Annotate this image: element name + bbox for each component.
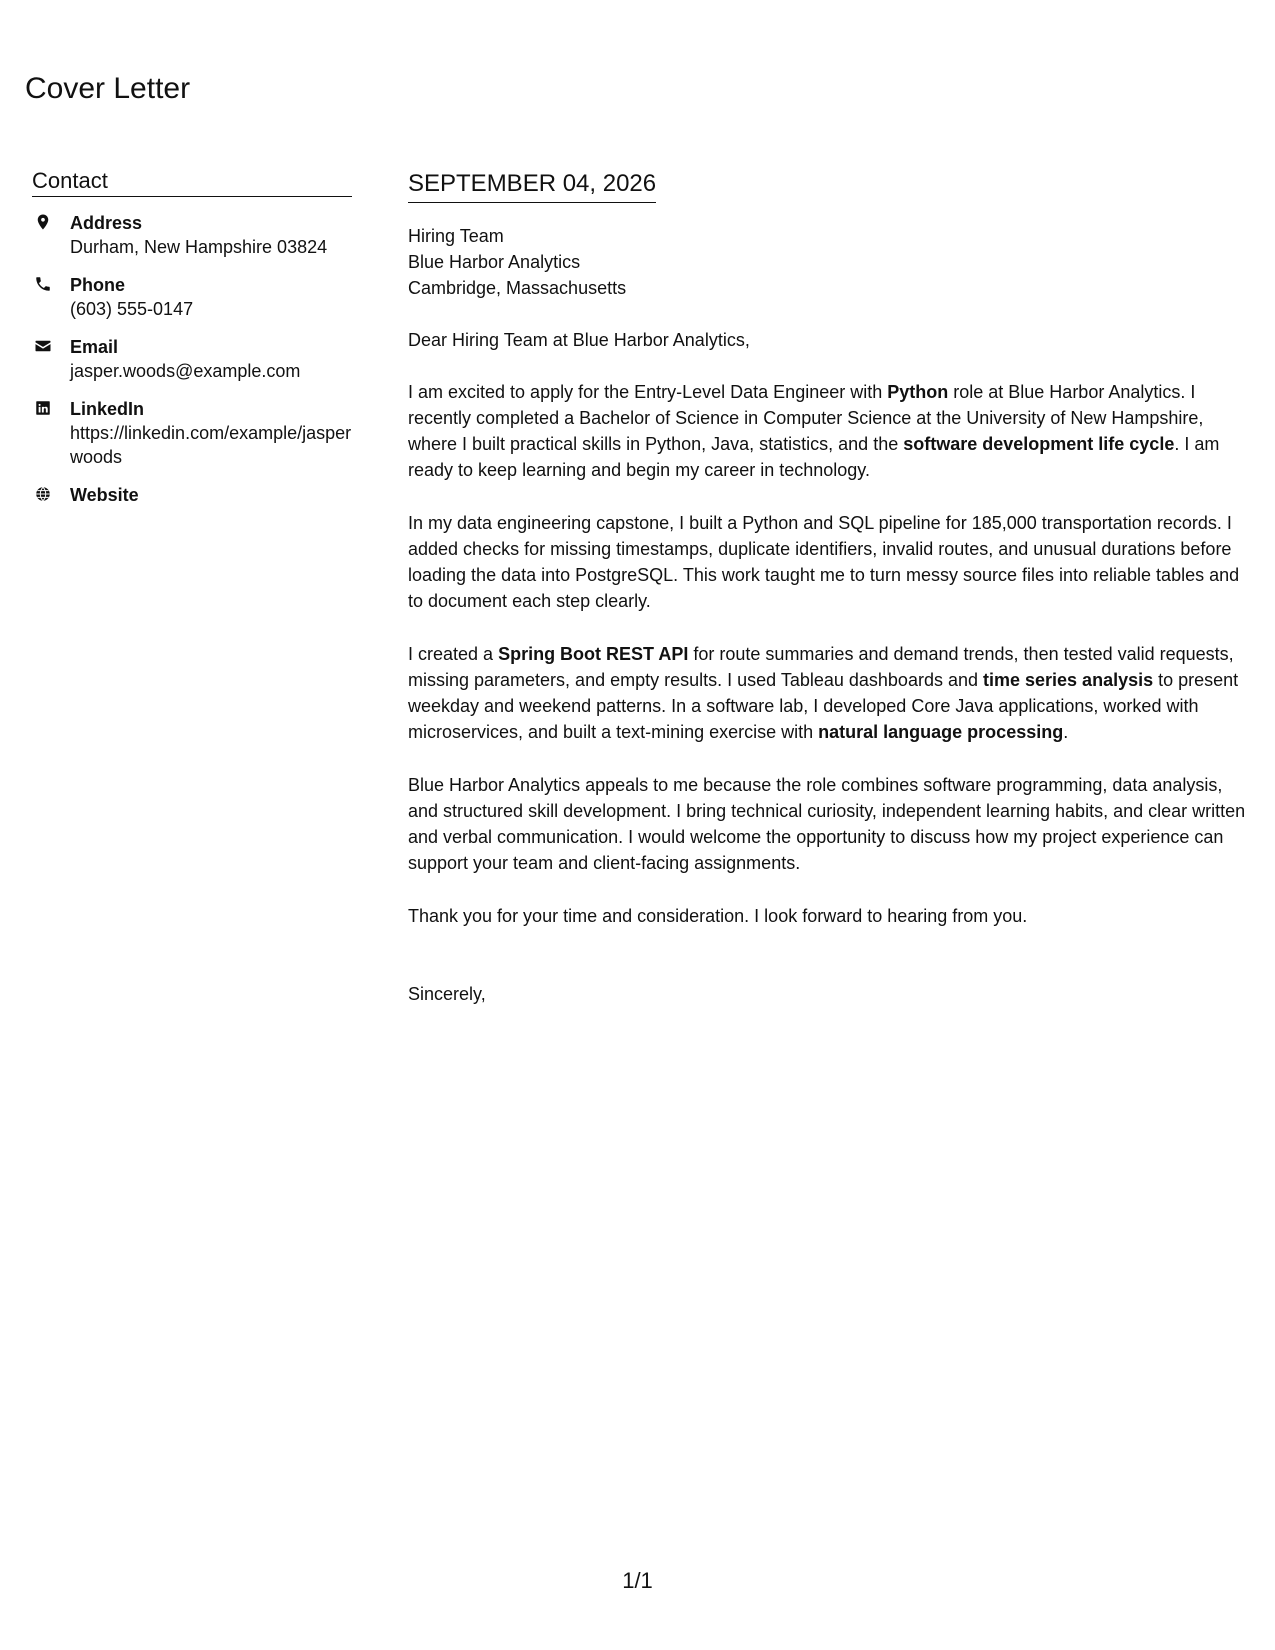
contact-value: (603) 555-0147 xyxy=(70,299,194,320)
contact-phone xyxy=(32,273,352,321)
paragraph-text: role at Blue Harbor Analytics. I recently completed a Bachelor of Science in Computer Science at the University of New Hampshire, where I built practical skills in Python, Java, statistics, and the xyxy=(408,381,1204,454)
envelope-icon xyxy=(32,335,70,355)
bold-keyword: Spring Boot REST API xyxy=(498,643,689,664)
salutation: Dear Hiring Team at Blue Harbor Analytics, xyxy=(408,329,750,350)
letter-paragraph xyxy=(408,772,1248,876)
recipient-line: Blue Harbor Analytics xyxy=(408,251,581,272)
recipient-line: Hiring Team xyxy=(408,225,504,246)
paragraph-text: Blue Harbor Analytics appeals to me because the role combines software programming, data analysis, and structured skill development. I bring technical curiosity, independent learning habits, and clear written and verbal communication. I would welcome the opportunity to discuss how my project experience can support your team and client-facing assignments. xyxy=(408,774,1246,873)
letter-paragraph xyxy=(408,510,1248,614)
paragraph-text: I am excited to apply for the Entry-Level Data Engineer with xyxy=(408,381,888,402)
contact-website xyxy=(32,483,352,507)
paragraph-text: I created a xyxy=(408,643,499,664)
letter-paragraph xyxy=(408,903,1248,929)
contact-label: Address xyxy=(70,213,143,234)
contact-email xyxy=(32,335,352,383)
contact-value: Durham, New Hampshire 03824 xyxy=(70,237,328,258)
contact-label: Email xyxy=(70,337,119,358)
recipient-block xyxy=(408,223,1248,301)
paragraph-text: to present weekday and weekend patterns. In a software lab, I developed Core Java applications, worked with microservices, and built a text-mining exercise with xyxy=(408,669,1239,742)
contact-linkedin xyxy=(32,397,352,469)
contact-heading: Contact xyxy=(32,168,352,197)
linkedin-url[interactable]: https://linkedin.com/example/jasperwoods xyxy=(70,423,352,468)
contact-sidebar xyxy=(32,168,352,521)
contact-label: Phone xyxy=(70,275,126,296)
letter-paragraph xyxy=(408,641,1248,745)
letter-paragraphs xyxy=(408,379,1248,929)
letter-body xyxy=(408,170,1248,1007)
globe-icon xyxy=(32,483,70,503)
letter-paragraph xyxy=(408,379,1248,483)
bold-keyword: Python xyxy=(887,381,949,402)
letter-date: SEPTEMBER 04, 2026 xyxy=(408,170,656,203)
page-number: 1/1 xyxy=(622,1568,653,1593)
bold-keyword: natural language processing xyxy=(818,721,1064,742)
contact-address xyxy=(32,211,352,259)
paragraph-text: Thank you for your time and consideration. I look forward to hearing from you. xyxy=(408,905,1028,926)
paragraph-text: for route summaries and demand trends, then tested valid requests, missing parameters, and empty results. I used Tableau dashboards and xyxy=(408,643,1234,690)
linkedin-icon xyxy=(32,397,70,417)
bold-keyword: software development life cycle xyxy=(903,433,1175,454)
recipient-line: Cambridge, Massachusetts xyxy=(408,277,627,298)
paragraph-text: . I am ready to keep learning and begin my career in technology. xyxy=(408,433,1220,480)
contact-label: LinkedIn xyxy=(70,399,145,420)
contact-label: Website xyxy=(70,485,139,506)
bold-keyword: time series analysis xyxy=(983,669,1154,690)
map-pin-icon xyxy=(32,211,70,231)
phone-icon xyxy=(32,273,70,293)
page-title: Cover Letter xyxy=(25,72,191,105)
closing: Sincerely, xyxy=(408,983,486,1004)
paragraph-text: . xyxy=(1063,721,1069,742)
paragraph-text: In my data engineering capstone, I built a Python and SQL pipeline for 185,000 transportation records. I added checks for missing timestamps, duplicate identifiers, invalid routes, and unusual durations before loading the data into PostgreSQL. This work taught me to turn messy source files into reliable tables and to document each step clearly. xyxy=(408,512,1240,611)
contact-value: jasper.woods@example.com xyxy=(70,361,301,382)
